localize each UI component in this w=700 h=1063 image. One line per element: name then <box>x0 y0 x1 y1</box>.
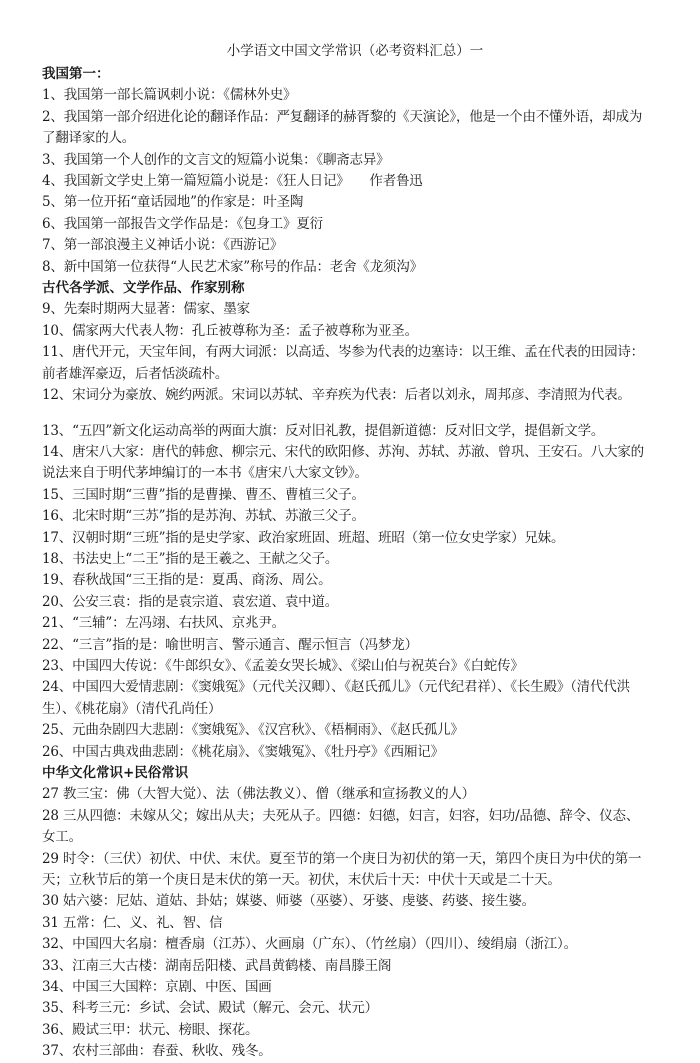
list-item: 9、先秦时期两大显著：儒家、墨家 <box>42 301 250 318</box>
list-item: 12、宋词分为豪放、婉约两派。宋词以苏轼、辛弃疾为代表：后者以刘永，周邦彦、李清照为代表。 <box>42 387 631 404</box>
list-item: 21、“三辅”：左冯翊、右扶风、京兆尹。 <box>42 615 285 632</box>
list-item: 4、我国新文学史上第一篇短篇小说是：《狂人日记》 作者鲁迅 <box>42 173 423 190</box>
list-item: 6、我国第一部报告文学作品是：《包身工》夏衍 <box>42 215 323 232</box>
list-item: 27 教三宝：佛（大智大觉）、法（佛法教义）、僧（继承和宣扬教义的人） <box>42 786 475 803</box>
list-item: 34、中国三大国粹：京剧、中医、国画 <box>42 979 272 996</box>
list-item: 8、新中国第一位获得“人民艺术家”称号的作品：老舍《龙须沟》 <box>42 258 423 275</box>
section-heading-schools: 古代各学派、文学作品、作家别称 <box>42 280 245 297</box>
list-item: 28 三从四德：未嫁从父；嫁出从夫；夫死从子。四德：妇德，妇言，妇容，妇功/品德、辞令、仪态、女工。 <box>42 807 640 846</box>
list-item: 19、春秋战国“三王指的是：夏禹、商汤、周公。 <box>42 572 332 589</box>
list-item: 15、三国时期“三曹”指的是曹操、曹丕、曹植三父子。 <box>42 486 365 503</box>
page-title: 小学语文中国文学常识（必考资料汇总）一 <box>226 43 484 59</box>
list-item: 31 五常：仁、义、礼、智、信 <box>42 914 223 931</box>
list-item: 26、中国古典戏曲悲剧：《桃花扇》、《窦娥冤》、《牡丹亭》《西厢记》 <box>42 743 444 760</box>
list-item: 33、江南三大古楼：湖南岳阳楼、武昌黄鹤楼、南昌滕王阁 <box>42 957 392 974</box>
list-item: 30 姑六婆：尼姑、道姑、卦姑；媒婆、师婆（巫婆）、牙婆、虔婆、药婆、接生婆。 <box>42 893 535 910</box>
list-item: 20、公安三袁：指的是袁宗道、袁宏道、袁中道。 <box>42 593 339 610</box>
list-item: 24、中国四大爱情悲剧：《窦娥冤》（元代关汉卿）、《赵氏孤儿》（元代纪君祥）、《长生殿》（清代代洪生）、《桃花扇》（清代孔尚任） <box>42 679 630 717</box>
list-item: 35、科考三元：乡试、会试、殿试（解元、会元、状元） <box>42 1000 378 1017</box>
list-item: 16、北宋时期“三苏”指的是苏洵、苏轼、苏澈三父子。 <box>42 508 365 525</box>
section-heading-firsts: 我国第一： <box>42 66 110 82</box>
list-item: 29 时令：（三伏）初伏、中伏、末伏。夏至节的第一个庚日为初伏的第一天，第四个庚日为中伏的第一天；立秋节后的第一个庚日是末伏的第一天。初伏，末伏后十天：中伏十天或是二十天。 <box>42 850 642 889</box>
list-item: 11、唐代开元，天宝年间，有两大词派：以高适、岑参为代表的边塞诗：以王维、孟在代表的田园诗：前者雄浑豪迈，后者恬淡疏朴。 <box>42 344 644 382</box>
list-item: 1、我国第一部长篇讽刺小说：《儒林外史》 <box>42 87 297 104</box>
list-item: 14、唐宋八大家：唐代的韩愈、柳宗元、宋代的欧阳修、苏洵、苏轼、苏澈、曾巩、王安石。八大家的说法来自于明代茅坤编订的一本书《唐宋八大家文钞》。 <box>42 443 644 482</box>
list-item: 23、中国四大传说：《牛郎织女》、《孟姜女哭长城》、《梁山伯与祝英台》《白蛇传》 <box>42 657 524 674</box>
list-item: 17、汉朝时期“三班”指的是史学家、政治家班固、班超、班昭（第一位女史学家）兄妹。 <box>42 529 565 546</box>
list-item: 25、元曲杂剧四大悲剧：《窦娥冤》、《汉宫秋》、《梧桐雨》、《赵氏孤儿》 <box>42 722 464 739</box>
list-item: 32、中国四大名扇：檀香扇（江苏）、火画扇（广东）、（竹丝扇）（四川）、绫绢扇（浙江）。 <box>42 936 577 953</box>
list-item: 18、书法史上“二王”指的是王羲之、王献之父子。 <box>42 550 339 567</box>
section-heading-culture: 中华文化常识+民俗常识 <box>42 765 189 781</box>
blank-gap <box>42 407 648 421</box>
list-item: 36、殿试三甲：状元、榜眼、探花。 <box>42 1021 259 1038</box>
list-item: 22、“三言”指的是：喻世明言、警示通言、醒示恒言（冯梦龙） <box>42 636 418 653</box>
list-item: 7、第一部浪漫主义神话小说：《西游记》 <box>42 237 284 254</box>
list-item: 2、我国第一部介绍进化论的翻译作品：严复翻译的赫胥黎的《天演论》，他是一个由不懂外语，却成为了翻译家的人。 <box>42 108 643 147</box>
list-item: 5、第一位开拓“童话园地”的作家是：叶圣陶 <box>42 194 304 211</box>
list-item: 10、儒家两大代表人物：孔丘被尊称为圣：孟子被尊称为亚圣。 <box>42 322 418 339</box>
list-item: 13、“五四”新文化运动高举的两面大旗：反对旧礼教，提倡新道德：反对旧文学，提倡新文学。 <box>42 422 605 439</box>
list-item: 3、我国第一个人创作的文言文的短篇小说集：《聊斋志异》 <box>42 151 390 168</box>
list-item: 37、农村三部曲：春蚕、秋收、残冬。 <box>42 1043 272 1060</box>
